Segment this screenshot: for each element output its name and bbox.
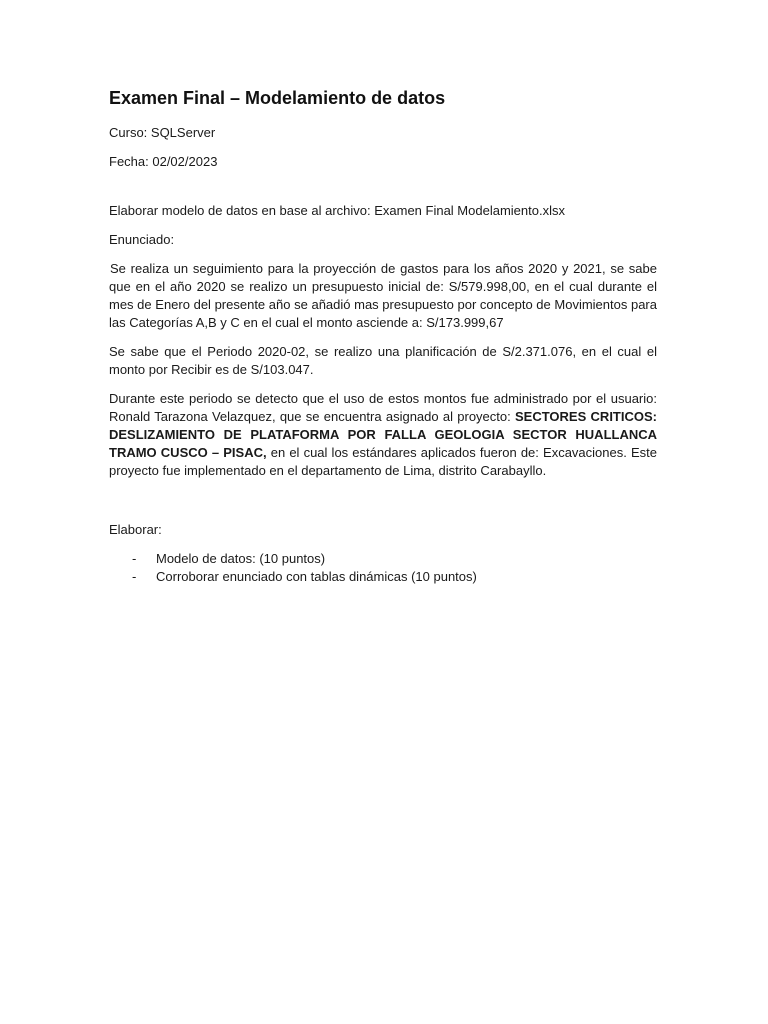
project-name: SECTORES CRITICOS: DESLIZAMIENTO DE PLATAFORMA POR FALLA GEOLOGIA SECTOR HUALLANCA TRAMO CUSCO – PISAC, — [109, 409, 657, 460]
bullet-dash: - — [132, 569, 137, 584]
paragraph-project-tail: en el cual los estándares aplicados fueron de: Excavaciones. Este proyecto fue implementado en el departamento de Lima, distrito Carabayllo. — [109, 445, 657, 478]
paragraph-project — [109, 390, 657, 480]
list-item-text: Modelo de datos: (10 puntos) — [156, 551, 326, 566]
paragraph-project-intro: Durante este periodo se detecto que el uso de estos montos fue administrado por el usuario: Ronald Tarazona Velazquez, que se encuentra asignado al proyecto: — [109, 391, 657, 424]
document-body — [109, 86, 657, 586]
statement-label: Enunciado: — [109, 232, 175, 247]
document-title: Examen Final – Modelamiento de datos — [109, 88, 446, 108]
bullet-dash: - — [132, 551, 137, 566]
list-item — [109, 568, 657, 586]
instruction-line: Elaborar modelo de datos en base al archivo: Examen Final Modelamiento.xlsx — [109, 203, 565, 218]
date-line: Fecha: 02/02/2023 — [109, 154, 218, 169]
tasks-label: Elaborar: — [109, 522, 162, 537]
task-list — [109, 550, 657, 586]
course-line: Curso: SQLServer — [109, 125, 216, 140]
blank-line — [109, 182, 657, 202]
paragraph-budget: Se realiza un seguimiento para la proyección de gastos para los años 2020 y 2021, se sabe que en el año 2020 se realizo un presupuesto inicial de: S/579.998,00, en el cual durante el mes de Enero del presente año se añadió mas presupuesto por concepto de Movimientos para las Categorías A,B y C en el cual el monto asciende a: S/173.999,67 — [109, 261, 657, 330]
list-item-text: Corroborar enunciado con tablas dinámicas (10 puntos) — [156, 569, 477, 584]
list-item — [109, 550, 657, 568]
blank-line — [109, 491, 657, 521]
paragraph-period: Se sabe que el Periodo 2020-02, se realizo una planificación de S/2.371.076, en el cual el monto por Recibir es de S/103.047. — [109, 344, 657, 377]
